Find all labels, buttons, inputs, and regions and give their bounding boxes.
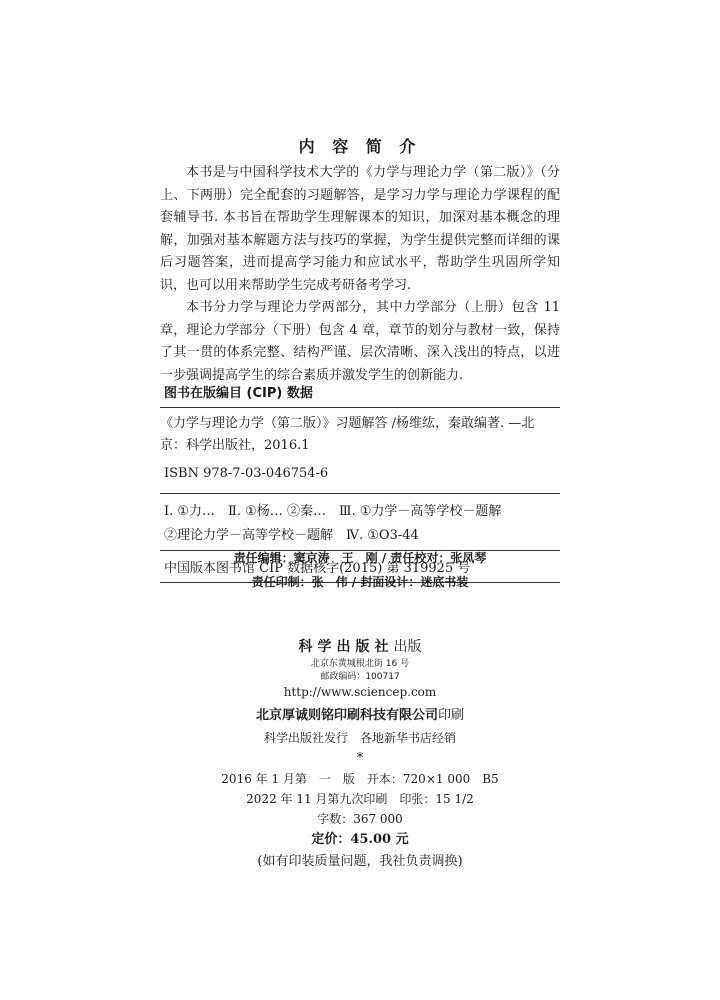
intro-section (160, 162, 560, 387)
cip-description: 《力学与理论力学（第二版）》习题解答 /杨维纮，秦敢编著. —北京：科学出版社，2016.1 (160, 416, 535, 453)
cip-isbn: ISBN 978-7-03-046754-6 (160, 457, 560, 494)
publisher-url: http://www.sciencep.com (283, 685, 437, 699)
publisher-address: 北京东黄城根北街 16 号 (310, 659, 410, 669)
credits-block (160, 546, 560, 594)
word-count: 字数：367 000 (317, 812, 403, 826)
credits-editors: 责任编辑：窦京涛 王 刚 / 责任校对：张凤琴 (233, 551, 487, 565)
printing-line: 2022 年 11 月第九次印刷 印张：15 1/2 (246, 792, 474, 806)
printer-line (160, 705, 560, 727)
cip-heading: 图书在版编目 (CIP) 数据 (160, 382, 560, 408)
cip-classification (160, 494, 560, 551)
separator-star: * (356, 751, 364, 766)
publisher-block (160, 636, 560, 873)
intro-paragraph-2: 本书分力学与理论力学两部分，其中力学部分（上册）包含 11 章，理论力学部分（下册）包含 4 章，章节的划分与教材一致，保持了其一贯的体系完整、结构严谨、层次清晰、深入浅出的特点，以进一步强调提高学生的综合素质并激发学生的创新能力. (160, 300, 560, 383)
publisher-postcode: 邮政编码：100717 (320, 672, 400, 682)
publisher-name-line (160, 636, 560, 658)
intro-title: 内 容 简 介 (298, 137, 422, 156)
cip-classification-line-2: ②理论力学－高等学校－题解 Ⅳ. ①O3-44 (164, 528, 419, 543)
printer-name: 北京厚诚则铭印刷科技有限公司 (255, 708, 438, 723)
cip-number: 中国版本图书馆 CIP 数据核字(2015) 第 319925 号 (160, 551, 560, 583)
cip-classification-line-1: Ⅰ. ①力… Ⅱ. ①杨… ②秦… Ⅲ. ①力学－高等学校－题解 (164, 504, 502, 519)
price: 定价：45.00 元 (311, 832, 409, 847)
printer-suffix: 印刷 (438, 708, 465, 723)
credits-production: 责任印制：张 伟 / 封面设计：迷底书装 (251, 575, 469, 589)
intro-paragraph-1: 本书是与中国科学技术大学的《力学与理论力学（第二版）》（分上、下两册）完全配套的习题解答，是学习力学与理论力学课程的配套辅导书. 本书旨在帮助学生理解课本的知识，加深对基本概念的理解，加强对基本解题方法与技巧的掌握，为学生提供完整而详细的课后习题答案，进而提高学习能力和应试水平，帮助学生巩固所学知识，也可以用来帮助学生完成考研备考学习. (160, 165, 560, 293)
quality-notice: (如有印装质量问题，我社负责调换) (257, 854, 463, 869)
distribution-line: 科学出版社发行 各地新华书店经销 (263, 731, 456, 745)
edition-line: 2016 年 1 月第 一 版 开本：720×1 000 B5 (221, 772, 499, 786)
publisher-name-suffix: 出版 (393, 639, 422, 655)
publisher-name: 科学出版社 (298, 639, 394, 655)
